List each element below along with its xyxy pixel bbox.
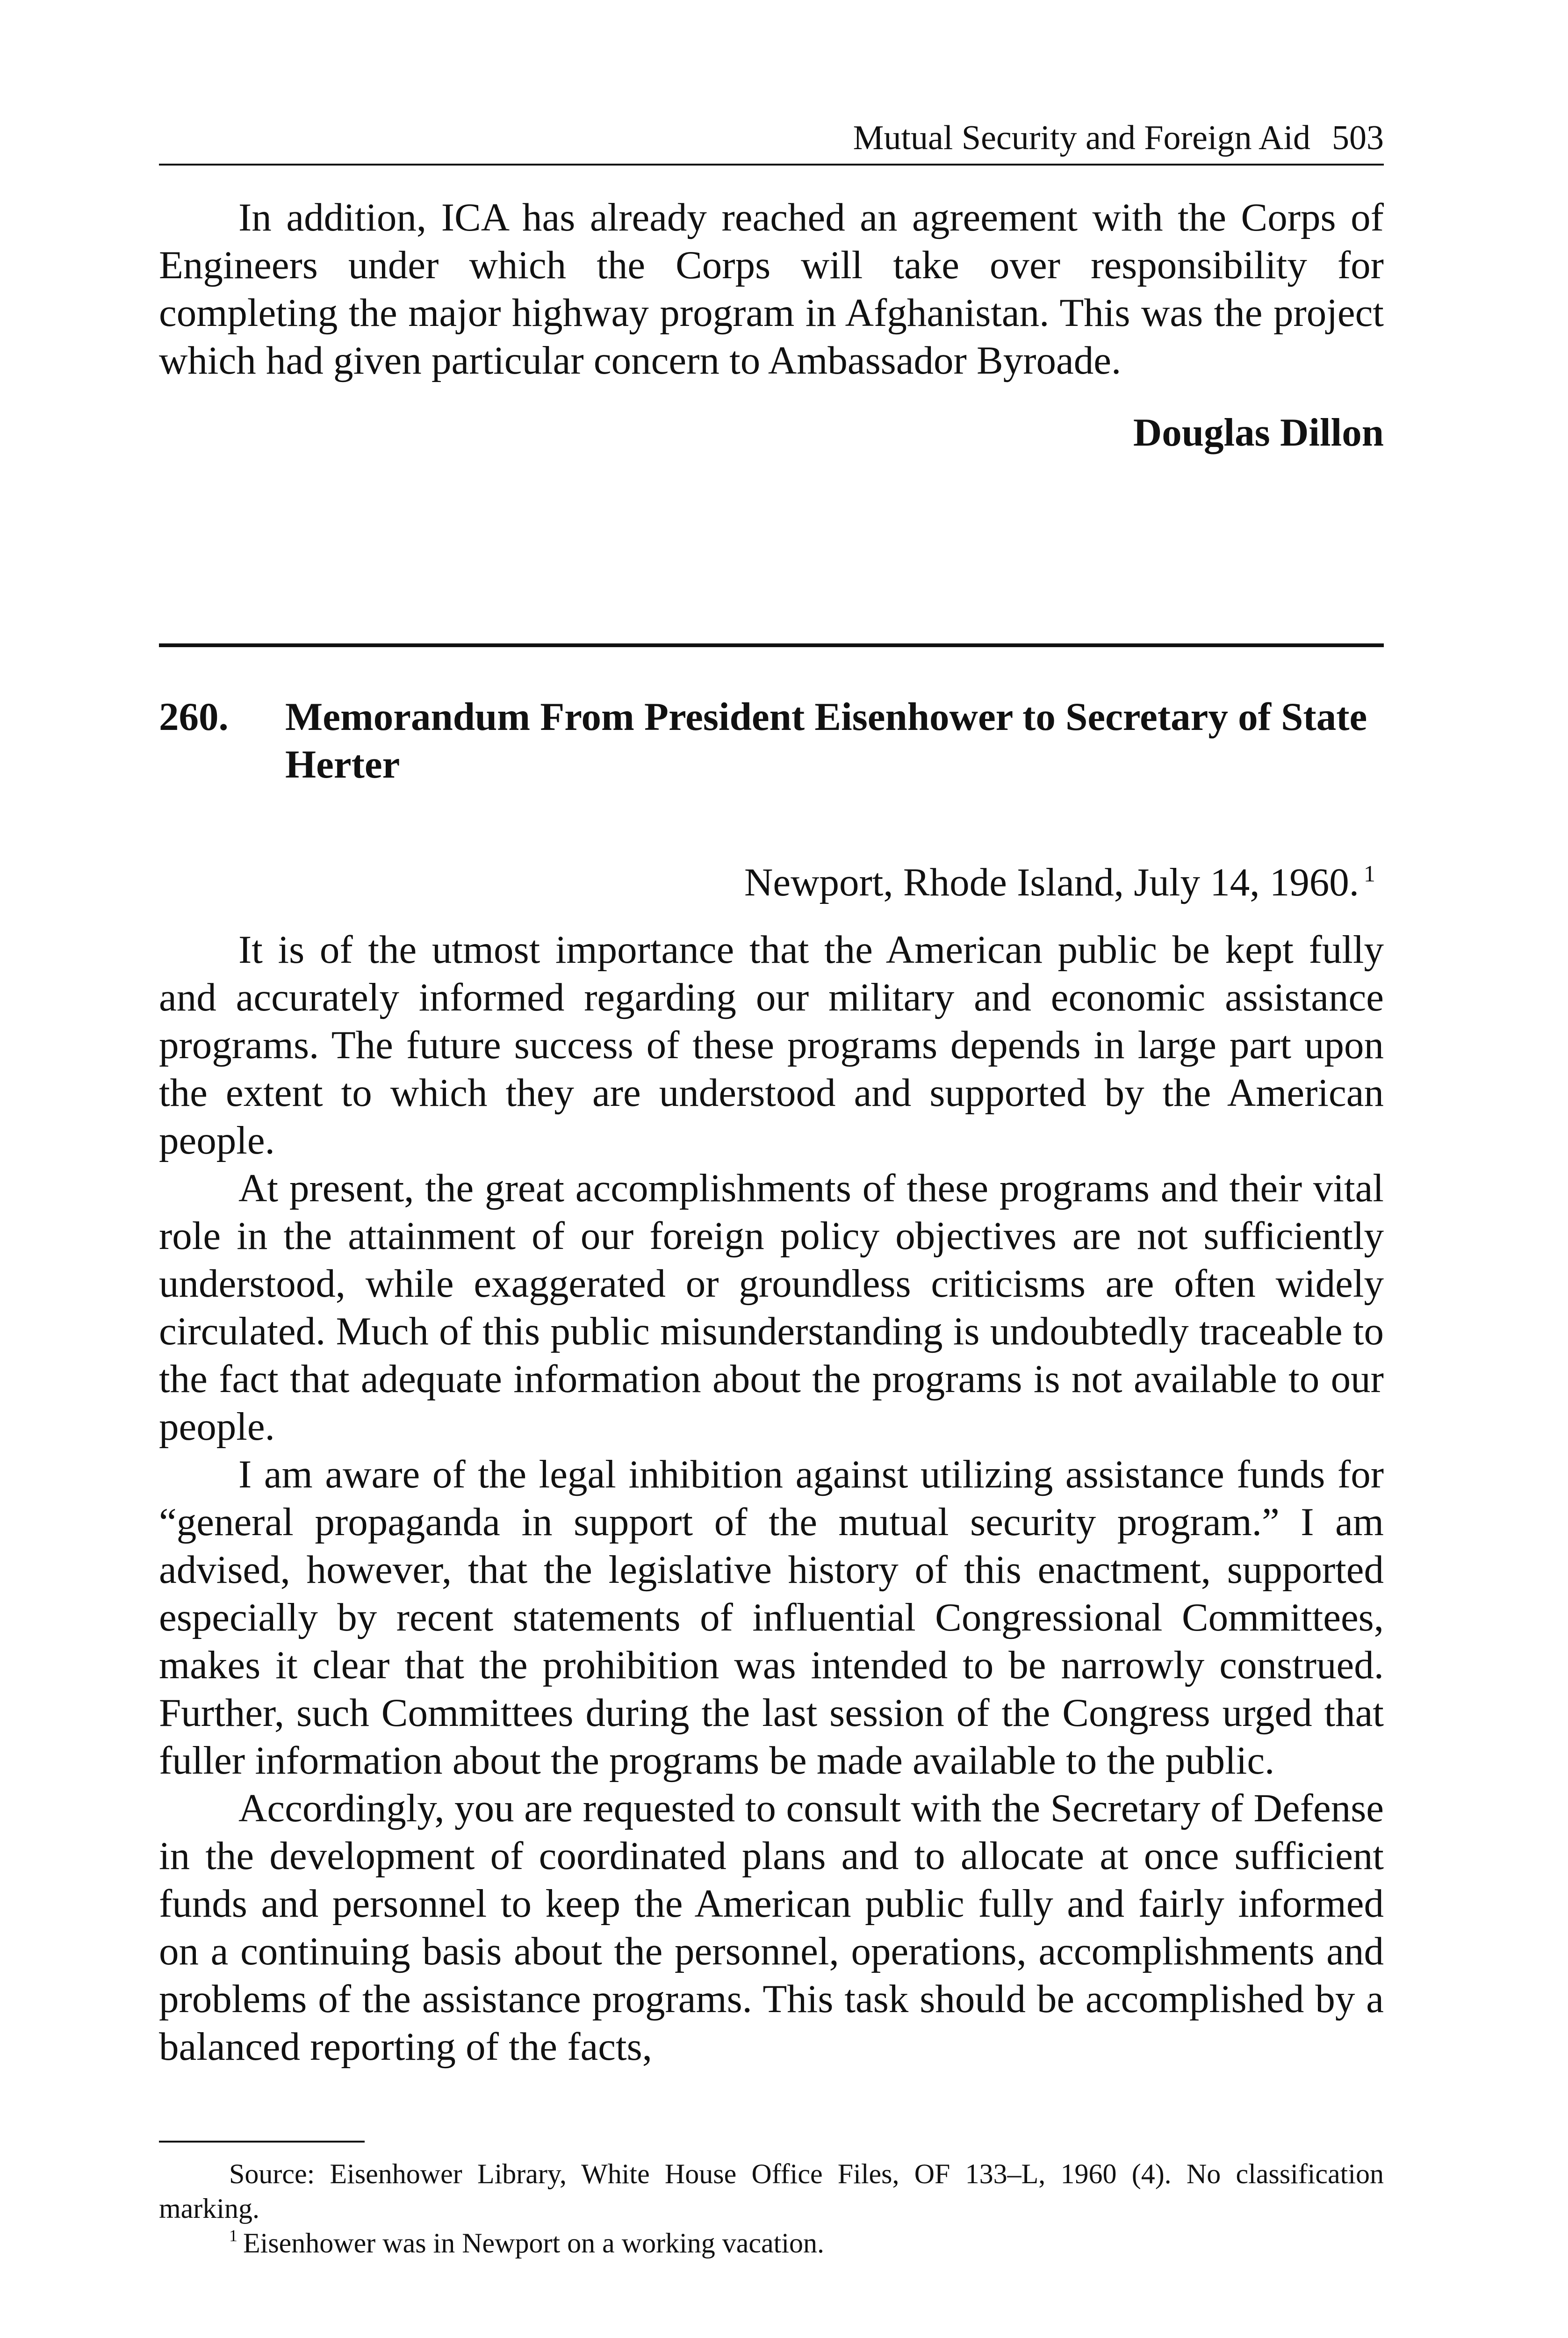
intro-paragraph: In addition, ICA has already reached an agreement with the Corps of Engineers under which the Corps will take over responsibility for completing the major highway program in Afghanistan. This was the project which had given particular concern to Ambassador Byroade.: [159, 195, 1384, 382]
document-divider: [159, 643, 1384, 647]
footnote-1-text: Eisenhower was in Newport on a working vacation.: [243, 2228, 825, 2259]
signature: Douglas Dillon: [1133, 411, 1384, 455]
source-note: Source: Eisenhower Library, White House Office Files, OF 133–L, 1960 (4). No classification marking.: [159, 2158, 1384, 2224]
footnote-divider: [159, 2141, 365, 2143]
footnote-1: [159, 2226, 1384, 2260]
dateline-footnote-marker: 1: [1364, 860, 1375, 887]
document-heading: [159, 693, 1384, 788]
document-title: Memorandum From President Eisenhower to Secretary of State Herter: [285, 695, 1367, 787]
dateline: [159, 859, 1384, 906]
previous-document-end: [159, 194, 1384, 456]
memo-paragraph: I am aware of the legal inhibition against utilizing assistance funds for “general propaganda in support of the mutual security program.” I am advised, however, that the legislative history of this enactment, supported especially by recent statements of influential Congressional Committees, makes it clear that the prohibition was intended to be narrowly construed. Further, such Committees during the last session of the Congress urged that fuller information about the programs be made available to the public.: [159, 1452, 1384, 1782]
dateline-text: Newport, Rhode Island, July 14, 1960.: [744, 860, 1359, 904]
memo-paragraph: At present, the great accomplishments of these programs and their vital role in the attainment of our foreign policy objectives are not sufficiently understood, while exaggerated or groundless criticisms are often widely circulated. Much of this public misunderstanding is undoubtedly traceable to the fact that adequate information about the programs is not available to our people.: [159, 1166, 1384, 1449]
memo-paragraph: Accordingly, you are requested to consult with the Secretary of Defense in the development of coordinated plans and to allocate at once sufficient funds and personnel to keep the American public fully and fairly informed on a continuing basis about the personnel, operations, accomplishments and problems of the assistance programs. This task should be accomplished by a balanced reporting of the facts,: [159, 1786, 1384, 2069]
running-head-title: Mutual Security and Foreign Aid: [853, 119, 1310, 157]
document-number: 260.: [159, 695, 229, 739]
memo-paragraph: It is of the utmost importance that the American public be kept fully and accurately informed regarding our military and economic assistance programs. The future success of these programs depends in large part upon the extent to which they are understood and supported by the American people.: [159, 928, 1384, 1162]
running-head: [159, 112, 1384, 166]
memorandum-body: [159, 926, 1384, 2071]
page-number: 503: [1332, 119, 1384, 157]
document-page: [159, 112, 1384, 2260]
footnotes: [159, 2157, 1384, 2260]
footnote-1-marker: 1: [229, 2226, 237, 2245]
